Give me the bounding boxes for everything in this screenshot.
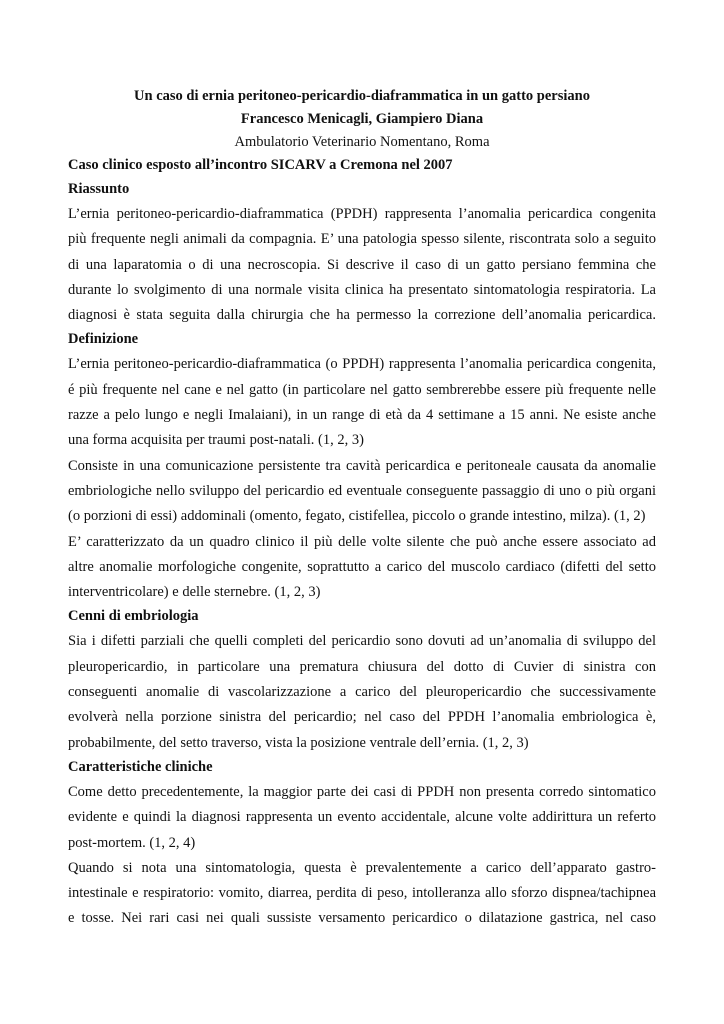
paragraph	[68, 856, 656, 932]
paragraph	[68, 530, 656, 606]
text-line: una forma acquisita per traumi post-natali. (1, 2, 3)	[68, 432, 364, 449]
text-line: conseguenti anomalie di vascolarizzazione a carico del pleuropericardio che successivamente	[68, 684, 656, 701]
text-line: post-mortem. (1, 2, 4)	[68, 834, 196, 851]
paragraph	[68, 352, 656, 453]
section-heading-riassunto: Riassunto	[68, 181, 130, 197]
text-line: (o porzioni di essi) addominali (omento, fegato, cistifellea, piccolo o grande intestino, milza). (1, 2)	[68, 508, 646, 525]
text-line: diagnosi è stata seguita dalla chirurgia che ha permesso la correzione dell’anomalia pericardica.	[68, 307, 656, 324]
document-title: Un caso di ernia peritoneo-pericardio-diaframmatica in un gatto persiano	[134, 88, 590, 104]
text-line: Quando si nota una sintomatologia, questa è prevalentemente a carico dell’apparato gastro-	[68, 859, 656, 876]
text-line: più frequente negli animali da compagnia. E’ una patologia spesso silente, riscontrata solo a seguito	[68, 231, 656, 248]
text-line: altre anomalie morfologiche congenite, soprattutto a carico del muscolo cardiaco (difetti del setto	[68, 558, 656, 575]
case-note: Caso clinico esposto all’incontro SICARV a Cremona nel 2007	[68, 157, 453, 173]
text-line: durante lo svolgimento di una normale visita clinica ha presentato sintomatologia respiratoria. La	[68, 281, 656, 298]
text-line: di una laparatomia o di una necroscopia. Si descrive il caso di un gatto persiano femmina che	[68, 256, 656, 273]
authors-line: Francesco Menicagli, Giampiero Diana	[240, 111, 484, 127]
text-line: Sia i difetti parziali che quelli completi del pericardio sono dovuti ad un’anomalia di sviluppo del	[68, 633, 656, 650]
text-line: L’ernia peritoneo-pericardio-diaframmatica (o PPDH) rappresenta l’anomalia pericardica congenita,	[68, 356, 656, 373]
text-line: intestinale e respiratorio: vomito, diarrea, perdita di peso, intolleranza allo sforzo dispnea/tachipnea	[68, 885, 656, 902]
section-heading-embriologia: Cenni di embriologia	[68, 608, 199, 625]
text-line: probabilmente, del setto traverso, vista la posizione ventrale dell’ernia. (1, 2, 3)	[68, 734, 529, 751]
text-line: embriologiche nello sviluppo del pericardio ed eventuale conseguente passaggio di uno o più organi	[68, 482, 656, 499]
text-line: interventricolare) e delle sternebre. (1, 2, 3)	[68, 584, 321, 601]
section-heading-definizione: Definizione	[68, 331, 139, 348]
text-line: evolverà nella porzione sinistra del pericardio; nel caso del PPDH l’anomalia embriologica è,	[68, 709, 656, 726]
text-line: e tosse. Nei rari casi nei quali sussiste versamento pericardico o dilatazione gastrica, nel caso	[68, 910, 656, 927]
text-line: E’ caratterizzato da un quadro clinico il più delle volte silente che può anche essere associato ad	[68, 533, 656, 550]
text-line: Consiste in una comunicazione persistente tra cavità pericardica e peritoneale causata da anomalie	[68, 457, 656, 474]
section-heading-caratteristiche-cliniche: Caratteristiche cliniche	[68, 758, 213, 775]
text-line: evidente e quindi la diagnosi rappresenta un evento accidentale, alcune volte addirittura un referto	[68, 809, 656, 826]
affiliation-line: Ambulatorio Veterinario Nomentano, Roma	[234, 134, 490, 150]
paragraph	[68, 454, 656, 530]
text-line: pleuropericardio, in particolare una prematura chiusura del dotto di Cuvier di sinistra con	[68, 658, 656, 675]
text-line: razze a pelo lungo e negli Imalaiani), in un range di età da 4 settimane a 15 anni. Ne esiste anche	[68, 407, 656, 424]
paragraph	[68, 780, 656, 856]
text-line: L’ernia peritoneo-pericardio-diaframmatica (PPDH) rappresenta l’anomalia pericardica congenita	[68, 206, 656, 222]
paragraph	[68, 202, 656, 328]
paragraph	[68, 629, 656, 755]
text-line: Come detto precedentemente, la maggior parte dei casi di PPDH non presenta corredo sintomatico	[68, 783, 656, 800]
text-line: é più frequente nel cane e nel gatto (in particolare nel gatto sembrerebbe essere più frequente nelle	[68, 381, 656, 398]
